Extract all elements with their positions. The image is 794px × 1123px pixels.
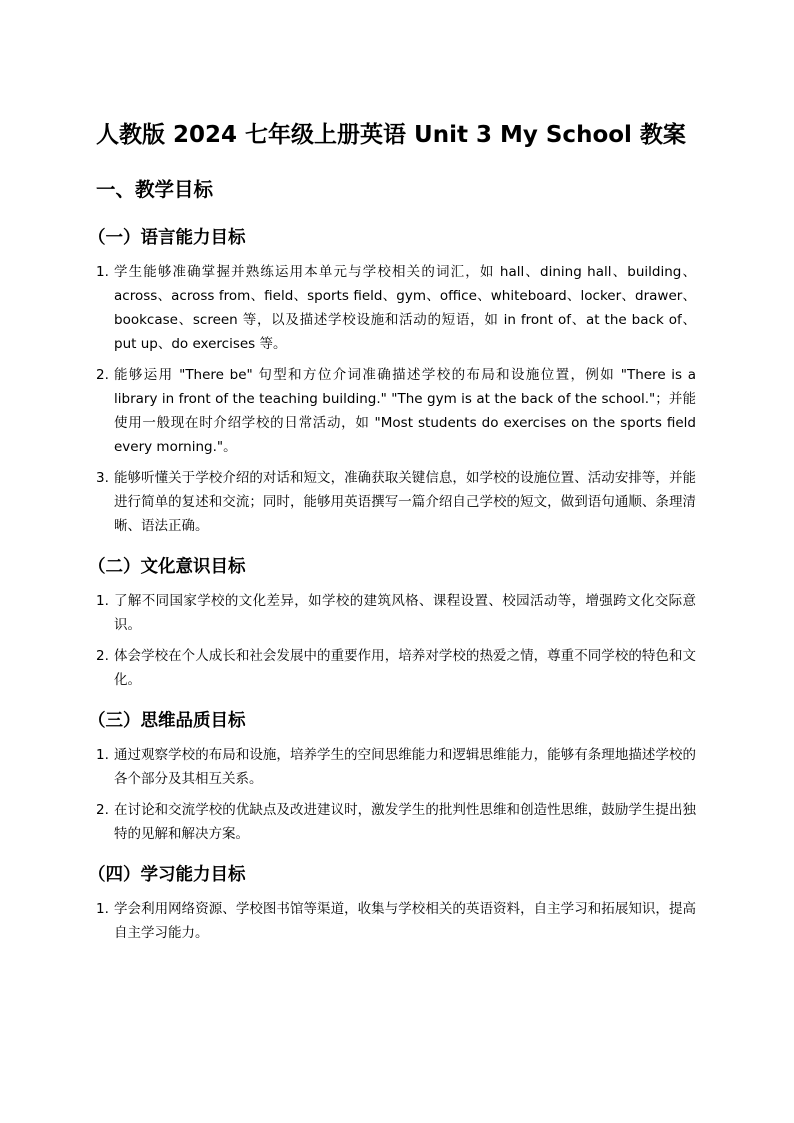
item-text: 能够听懂关于学校介绍的对话和短文，准确获取关键信息，如学校的设施位置、活动安排等，并能进行简单的复述和交流；同时，能够用英语撰写一篇介绍自己学校的短文，做到语句通顺、条理清晰、语法正确。	[114, 470, 696, 534]
list-item	[96, 589, 696, 637]
item-number: 3.	[96, 470, 109, 486]
culture-goals-list	[96, 589, 696, 692]
subsection-heading-learning: （四）学习能力目标	[88, 865, 246, 885]
list-item	[96, 260, 696, 356]
learning-goals-list	[96, 897, 696, 945]
item-text: 能够运用 "There be" 句型和方位介词准确描述学校的布局和设施位置，例如 "There is a library in front of the teaching building." "The gym is at the back of the school."；并能使用一般现在时介绍学校的日常活动，如 "Most students do exercises on the sports field every morning."。	[114, 367, 696, 455]
item-text: 了解不同国家学校的文化差异，如学校的建筑风格、课程设置、校园活动等，增强跨文化交际意识。	[114, 593, 696, 633]
subsection-heading-thinking: （三）思维品质目标	[88, 711, 246, 731]
item-number: 2.	[96, 648, 109, 664]
item-number: 1.	[96, 901, 109, 917]
item-number: 1.	[96, 264, 109, 280]
list-item	[96, 897, 696, 945]
document-title: 人教版 2024 七年级上册英语 Unit 3 My School 教案	[96, 122, 686, 148]
item-text: 学会利用网络资源、学校图书馆等渠道，收集与学校相关的英语资料，自主学习和拓展知识，提高自主学习能力。	[114, 901, 696, 941]
item-number: 1.	[96, 747, 109, 763]
item-number: 2.	[96, 367, 109, 383]
item-number: 2.	[96, 802, 109, 818]
subsection-heading-language: （一）语言能力目标	[88, 228, 246, 248]
subsection-heading-culture: （二）文化意识目标	[88, 557, 246, 577]
list-item	[96, 363, 696, 459]
section-heading-teaching-goals: 一、教学目标	[96, 178, 214, 201]
item-text: 在讨论和交流学校的优缺点及改进建议时，激发学生的批判性思维和创造性思维，鼓励学生提出独特的见解和解决方案。	[114, 802, 696, 842]
item-text: 体会学校在个人成长和社会发展中的重要作用，培养对学校的热爱之情，尊重不同学校的特色和文化。	[114, 648, 696, 688]
language-goals-list	[96, 260, 696, 538]
thinking-goals-list	[96, 743, 696, 846]
list-item	[96, 466, 696, 538]
document-page	[88, 118, 696, 957]
list-item	[96, 644, 696, 692]
item-text: 通过观察学校的布局和设施，培养学生的空间思维能力和逻辑思维能力，能够有条理地描述学校的各个部分及其相互关系。	[114, 747, 696, 787]
list-item	[96, 798, 696, 846]
list-item	[96, 743, 696, 791]
item-text: 学生能够准确掌握并熟练运用本单元与学校相关的词汇，如 hall、dining hall、building、across、across from、field、sports field、gym、office、whiteboard、locker、drawer、bookcase、screen 等，以及描述学校设施和活动的短语，如 in front of、at the back of、put up、do exercises 等。	[114, 264, 696, 352]
item-number: 1.	[96, 593, 109, 609]
